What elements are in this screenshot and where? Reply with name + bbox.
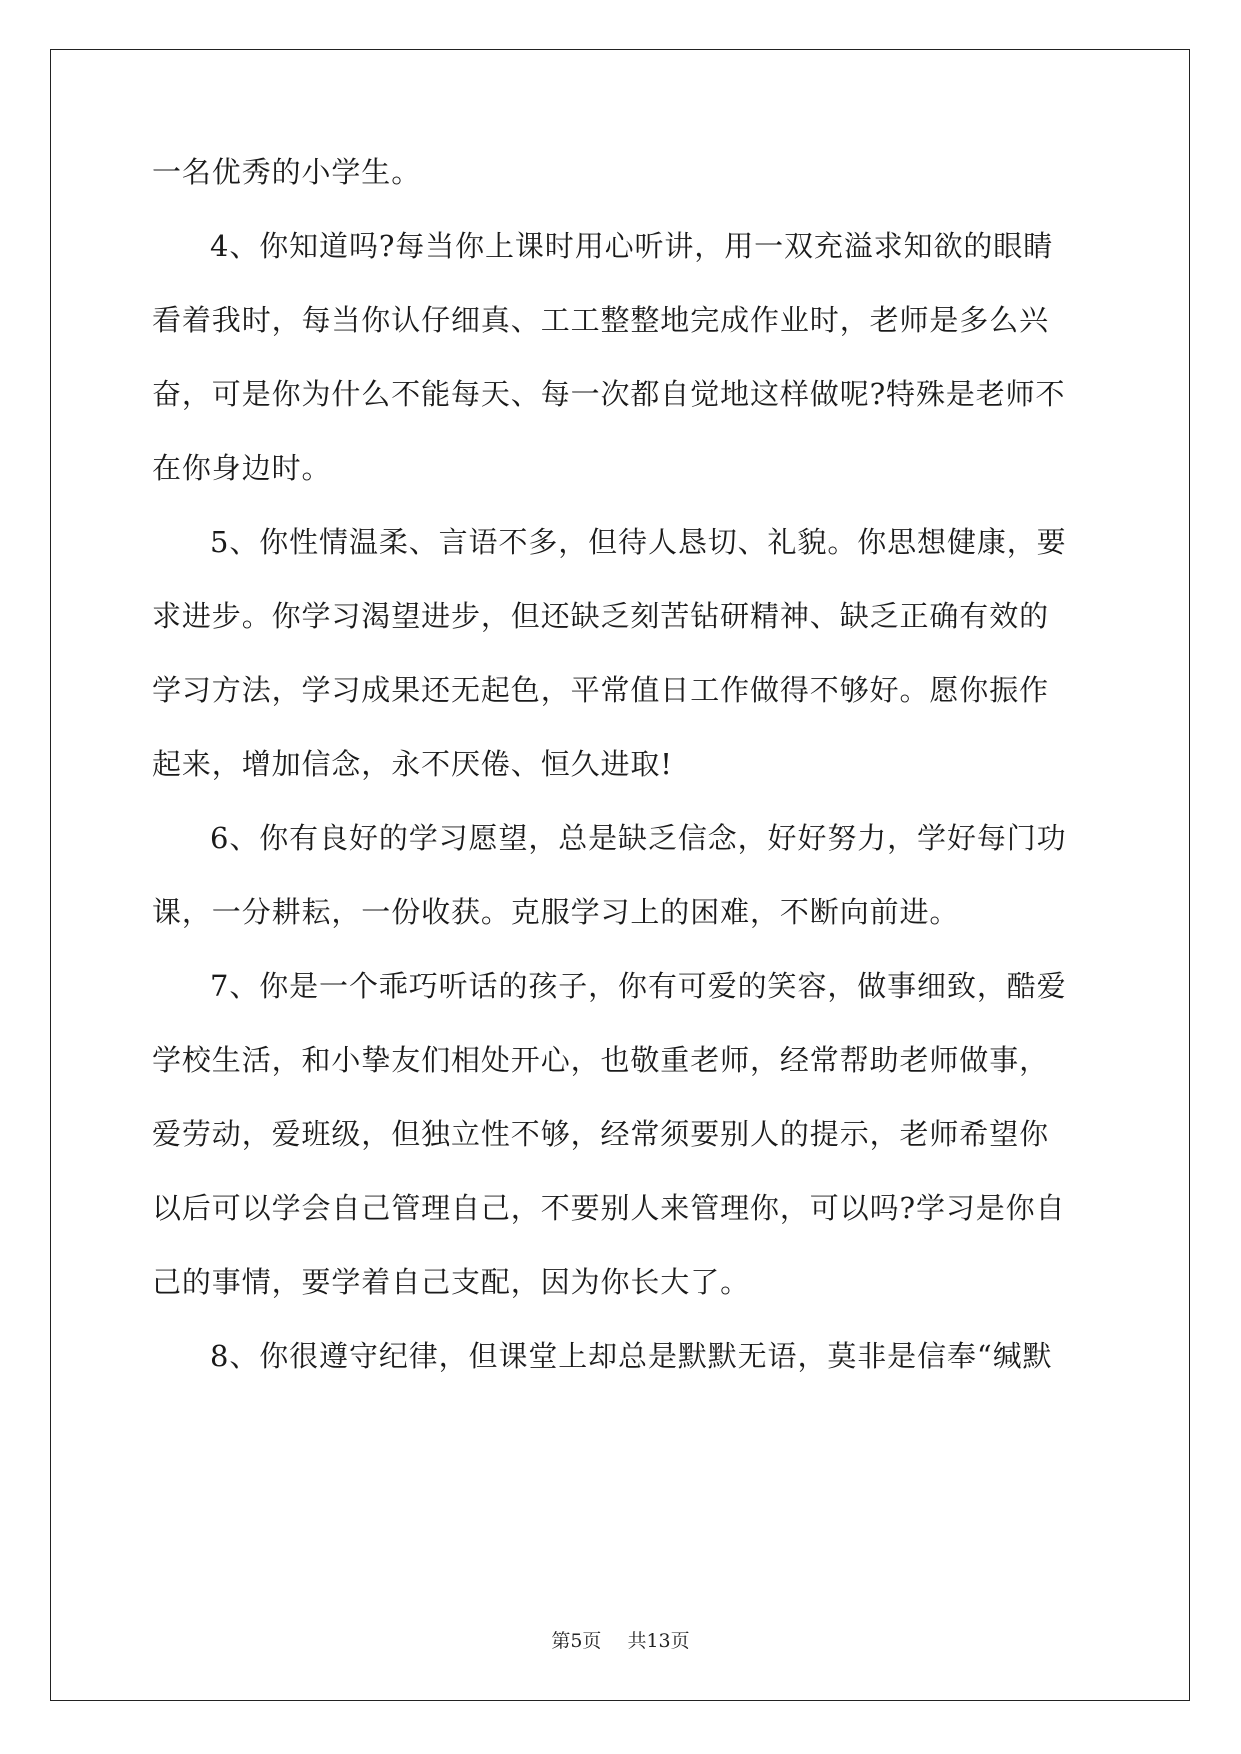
text-line: 学校生活，和小挚友们相处开心，也敬重老师，经常帮助老师做事， (152, 1043, 1050, 1077)
text-line: 起来，增加信念，永不厌倦、恒久进取! (152, 747, 673, 781)
text-line: 在你身边时。 (152, 451, 332, 485)
text-line: 看着我时，每当你认仔细真、工工整整地完成作业时，老师是多么兴 (152, 303, 1050, 337)
text-line: 奋，可是你为什么不能每天、每一次都自觉地这样做呢?特殊是老师不 (152, 377, 1066, 411)
text-line: 课，一分耕耘，一份收获。克服学习上的困难，不断向前进。 (152, 895, 960, 929)
paragraph-6-line: 6、你有良好的学习愿望，总是缺乏信念，好好努力，学好每门功 (210, 821, 1067, 855)
page-border (50, 49, 1190, 1701)
paragraph-5-line: 5、你性情温柔、言语不多，但待人恳切、礼貌。你思想健康，要 (210, 525, 1067, 559)
text-line: 一名优秀的小学生。 (152, 155, 422, 189)
page-number: 第5页 (551, 1630, 602, 1652)
page-footer (0, 1626, 1241, 1653)
text-line: 学习方法，学习成果还无起色，平常值日工作做得不够好。愿你振作 (152, 673, 1050, 707)
text-line: 求进步。你学习渴望进步，但还缺乏刻苦钻研精神、缺乏正确有效的 (152, 599, 1050, 633)
text-line: 己的事情，要学着自己支配，因为你长大了。 (152, 1265, 751, 1299)
paragraph-8-line: 8、你很遵守纪律，但课堂上却总是默默无语，莫非是信奉“缄默 (210, 1339, 1053, 1373)
paragraph-7-line: 7、你是一个乖巧听话的孩子，你有可爱的笑容，做事细致，酷爱 (210, 969, 1067, 1003)
text-line: 爱劳动，爱班级，但独立性不够，经常须要别人的提示，老师希望你 (152, 1117, 1050, 1151)
text-line: 以后可以学会自己管理自己，不要别人来管理你，可以吗?学习是你自 (152, 1191, 1066, 1225)
page-total: 共13页 (627, 1630, 690, 1652)
paragraph-4-line: 4、你知道吗?每当你上课时用心听讲，用一双充溢求知欲的眼睛 (210, 229, 1054, 263)
